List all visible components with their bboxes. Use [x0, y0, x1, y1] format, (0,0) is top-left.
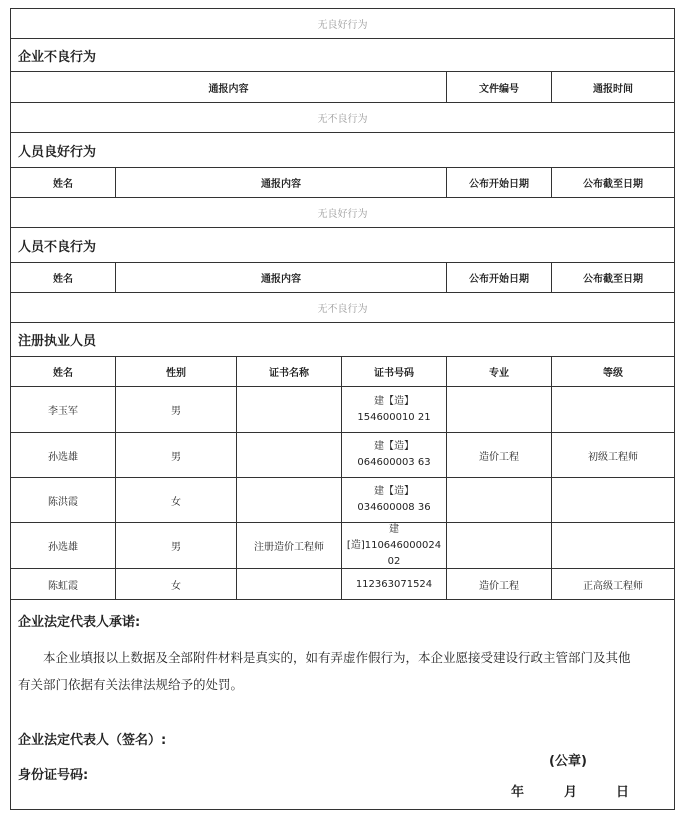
empty-text: 无不良行为	[317, 304, 368, 315]
empty-text: 无良好行为	[317, 209, 368, 220]
empty-text: 无不良行为	[317, 114, 368, 125]
cert-no-cell: 建【造】154600010 21	[342, 387, 447, 432]
cert-no-cell: 建【造】034600008 36	[342, 478, 447, 522]
name-cell: 李玉军	[11, 387, 116, 432]
column-header: 通报内容	[116, 168, 447, 197]
column-header: 公布开始日期	[447, 168, 552, 197]
cert-no-cell: 112363071524	[342, 569, 447, 599]
table-header	[11, 263, 674, 293]
promise-text-line2: 有关部门依据有关法律法规给予的处罚。	[18, 677, 244, 692]
name-cell: 陈洪霞	[11, 478, 116, 522]
promise-title: 企业法定代表人承诺:	[18, 615, 141, 630]
seal-label: (公章)	[549, 754, 587, 769]
cert-no-cell: 建[造]110646000024 02	[342, 523, 447, 568]
table-row	[11, 433, 674, 478]
enterprise-good-empty-row	[11, 9, 674, 39]
table-header	[11, 357, 674, 387]
column-header: 专业	[447, 357, 552, 386]
person-bad-empty-row	[11, 293, 674, 323]
level-cell	[552, 523, 674, 568]
column-header: 性别	[116, 357, 237, 386]
table-header	[11, 168, 674, 198]
column-header: 通报内容	[11, 72, 447, 102]
column-header: 通报时间	[593, 83, 633, 95]
column-header: 证书名称	[237, 357, 342, 386]
month-label: 月	[564, 785, 578, 800]
column-header: 公布截至日期	[583, 274, 643, 285]
table-row	[11, 523, 674, 569]
section-person-good	[11, 133, 674, 168]
column-header: 文件编号	[447, 72, 552, 102]
level-cell	[552, 478, 674, 522]
column-header: 证书号码	[342, 357, 447, 386]
column-header: 姓名	[11, 263, 116, 292]
level-cell: 初级工程师	[588, 451, 638, 463]
table-row	[11, 478, 674, 523]
table-row	[11, 387, 674, 433]
empty-text: 无良好行为	[317, 20, 368, 31]
year-label: 年	[511, 785, 525, 800]
table-row	[11, 569, 674, 600]
id-number-label: 身份证号码:	[18, 768, 89, 783]
name-cell: 孙选雄	[11, 523, 116, 568]
gender-cell: 女	[116, 569, 237, 599]
person-good-empty-row	[11, 198, 674, 228]
section-enterprise-bad	[11, 39, 674, 72]
credit-record-sheet	[10, 8, 675, 810]
column-header: 公布截至日期	[583, 179, 643, 190]
name-cell: 陈虹霞	[11, 569, 116, 599]
cert-name-cell	[237, 387, 342, 432]
gender-cell: 男	[116, 433, 237, 477]
gender-cell: 女	[116, 478, 237, 522]
column-header: 通报内容	[116, 263, 447, 292]
section-title: 企业不良行为	[18, 49, 97, 65]
cert-no-cell: 建【造】064600003 63	[342, 433, 447, 477]
name-cell: 孙选雄	[11, 433, 116, 477]
major-cell: 造价工程	[447, 433, 552, 477]
section-title: 人员不良行为	[18, 239, 97, 255]
column-header: 等级	[603, 368, 623, 379]
section-registered	[11, 323, 674, 357]
day-label: 日	[616, 785, 630, 800]
gender-cell: 男	[116, 523, 237, 568]
level-cell: 正高级工程师	[583, 580, 643, 592]
section-title: 人员良好行为	[18, 144, 97, 160]
major-cell	[447, 478, 552, 522]
major-cell	[447, 523, 552, 568]
table-header	[11, 72, 674, 103]
cert-name-cell	[237, 478, 342, 522]
cert-name-cell: 注册造价工程师	[237, 523, 342, 568]
level-cell	[552, 387, 674, 432]
column-header: 公布开始日期	[447, 263, 552, 292]
column-header: 姓名	[11, 357, 116, 386]
cert-name-cell	[237, 569, 342, 599]
major-cell: 造价工程	[447, 569, 552, 599]
section-person-bad	[11, 228, 674, 263]
column-header: 姓名	[11, 168, 116, 197]
gender-cell: 男	[116, 387, 237, 432]
enterprise-bad-empty-row	[11, 103, 674, 133]
section-title: 注册执业人员	[18, 334, 97, 349]
rep-signature-label: 企业法定代表人（签名）:	[18, 733, 167, 748]
major-cell	[447, 387, 552, 432]
promise-text-line1: 本企业填报以上数据及全部附件材料是真实的，如有弄虚作假行为，本企业愿接受建设行政主管部门及其他	[43, 650, 631, 665]
cert-name-cell	[237, 433, 342, 477]
